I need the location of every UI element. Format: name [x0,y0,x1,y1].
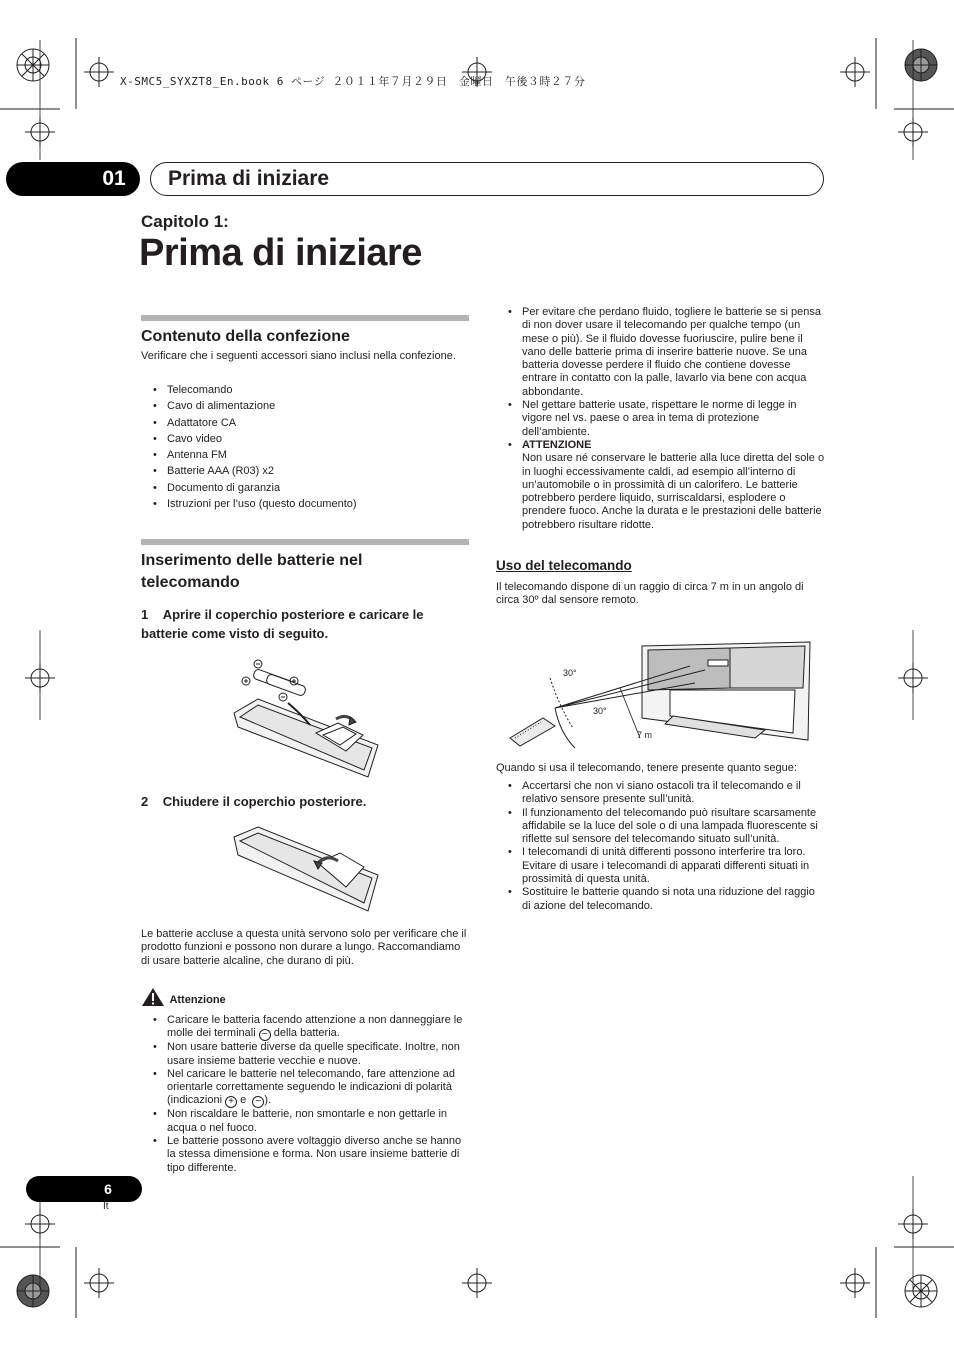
caution-text: Caricare le batteria facendo attenzione a non danneggiare le molle dei terminali [167,1014,463,1040]
batteries-heading-line2: telecomando [141,574,240,591]
close-cover-illustration [228,825,383,915]
list-item: • Non usare batterie diverse da quelle specificate. Inoltre, non usare insieme batterie vecchie e nuove. [141,1041,471,1068]
list-item [141,1068,471,1109]
list-item: • Cavo di alimentazione [141,398,469,414]
caution-text: e [240,1094,247,1107]
list-item: • Accertarsi che non vi siano ostacoli tra il telecomando e il relativo sensore presente sull’unità. [496,780,826,807]
list-item: • Istruzioni per l’uso (questo documento) [141,496,469,512]
caution-text: ). [264,1094,272,1107]
rosette-tr [905,49,937,81]
remote-use-heading: Uso del telecomando [496,558,632,573]
remote-range-diagram [505,638,815,753]
step-2 [141,792,366,811]
rosette-bl [17,1275,49,1307]
attention-text: Non usare né conservare le batterie alla luce diretta del sole o in luoghi eccessivamente caldi, ad esempio all’interno di un’automobile o in prossimità di un calorifero. Le batterie potrebbero perdere liquido, surriscaldarsi, esplodere o prendere fuoco. Anche la durata e le prestazioni delle batterie potrebbero risultare ridotte. [522,452,825,531]
attention-label: • ATTENZIONE [522,438,592,451]
list-item: • Le batterie possono avere voltaggio diverso anche se hanno la stessa dimensione e forma. Non usare insieme batterie di tipo differente. [141,1135,471,1175]
list-item: • Per evitare che perdano fluido, togliere le batterie se si pensa di non dover usare il telecomando per qualche tempo (un mese o più). Se il fluido dovesse fuoriuscire, pulire bene il vano delle batterie prima di inserire batterie nuove. Se una batteria dovesse perdere il fluido che contiene dovesse entrare in contatto con la palle, lavarlo via bene con acqua abbondante. [496,306,826,399]
step-number: 1 [141,607,149,622]
chapter-number: 01 [102,167,126,190]
crosshair-bottom-left [84,1268,114,1298]
remote-use-when: Quando si usa il telecomando, tenere presente quanto segue: [496,762,797,774]
list-item: • Documento di garanzia [141,480,469,496]
rosette-tl [17,49,49,81]
remote-use-intro: Il telecomando dispone di un raggio di circa 7 m in un angolo di circa 30º dal sensore remoto. [496,581,804,607]
caution-text: Nel caricare le batterie nel telecomando, fare attenzione ad orientarle correttamente seguendo le indicazioni di polarità (indicazioni [167,1067,456,1107]
battery-icon [252,668,306,696]
batteries-heading [141,550,362,594]
page-language: It [103,1201,109,1212]
list-item [141,1014,471,1041]
plus-icon: + [225,1096,237,1108]
list-item: • Adattatore CA [141,415,469,431]
list-item: • Il funzionamento del telecomando può risultare scarsamente affidabile se la luce del sole o di una lampada fluorescente si riflette sul sensore del telecomando situato sull’unità. [496,807,826,847]
step-text-cont: batterie come visto di seguito. [141,626,329,641]
remote-use-list [496,780,826,913]
crosshair-top-left [84,57,114,87]
chapter-header-title: Prima di iniziare [168,167,330,190]
step-1 [141,605,471,643]
rosette-br [905,1275,937,1307]
section-bar [141,315,469,321]
batteries-heading-line1: Inserimento delle batterie nel [141,552,363,569]
list-item: • Cavo video [141,431,469,447]
distance-label: 7 m [637,730,653,740]
caution-block [141,987,226,1008]
chapter-title: Prima di iniziare [139,232,422,274]
caution-text: della batteria. [273,1027,340,1040]
list-item: • I telecomandi di unità differenti possono interferire tra loro. Evitare di usare i telecomandi di apparati differenti situati in prossimità di questa unità. [496,846,826,886]
minus-icon: − [259,1029,271,1041]
minus-icon: − [252,1096,264,1108]
caution-label: Attenzione [169,994,226,1006]
list-item [496,439,826,532]
chapter-label: Capitolo 1: [141,212,229,231]
list-item: • Antenna FM [141,447,469,463]
contents-intro: Verificare che i seguenti accessori siano inclusi nella confezione. [141,350,456,362]
page-number: 6 [104,1181,112,1197]
list-item: • Sostituire le batterie quando si nota una riduzione del raggio di azione del telecomando. [496,886,826,913]
warning-icon [141,987,165,1007]
list-item: • Non riscaldare le batterie, non smontarle e non gettarle in acqua o nel fuoco. [141,1108,471,1135]
section-bar [141,539,469,545]
caution-list [141,1014,471,1175]
step-text: Chiudere il coperchio posteriore. [162,794,367,809]
crosshair-top-right [840,57,870,87]
angle-label: 30° [563,668,577,678]
running-head: X-SMC5_SYXZT8_En.book 6 ページ ２０１１年７月２９日 金曜日 午後３時２７分 [120,75,586,88]
angle-label: 30° [593,706,607,716]
crosshair-bottom-right [840,1268,870,1298]
list-item: • Batterie AAA (R03) x2 [141,463,469,479]
contents-list [141,382,469,512]
contents-heading: Contenuto della confezione [141,328,350,345]
step-number: 2 [141,794,149,809]
crosshair-bottom-center [462,1268,492,1298]
batteries-note: Le batterie accluse a questa unità servono solo per verificare che il prodotto funzioni e possono non durare a lungo. Raccomandiamo di usare batterie alcaline, che durano di più. [141,928,467,967]
step-text: Aprire il coperchio posteriore e caricare le [162,607,424,622]
battery-tips-list [496,306,826,532]
list-item: • Telecomando [141,382,469,398]
list-item: • Nel gettare batterie usate, rispettare le norme di legge in vigore nel vs. paese o area in tema di protezione dell’ambiente. [496,399,826,439]
battery-insertion-illustration [228,655,383,780]
